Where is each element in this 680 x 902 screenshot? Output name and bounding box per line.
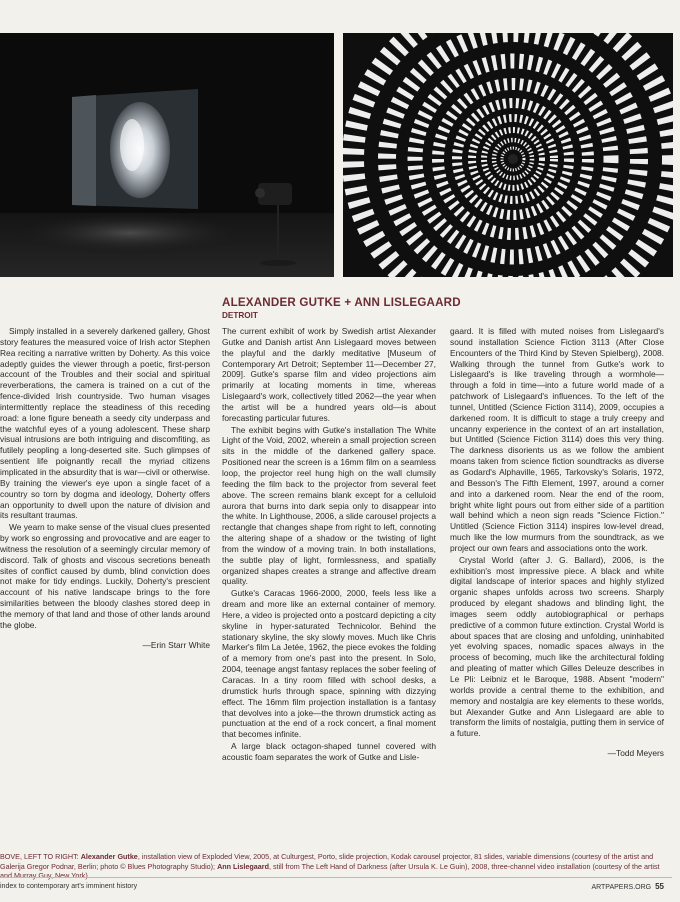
article-column-2	[222, 326, 436, 763]
paragraph: We yearn to make sense of the visual clues presented by work so engrossing and provocative and are eager to witness the resolution of a seemingly circular memory of discord. Talk of ghosts and viscous secretions beneath sites of conflict caused by dumb, blind conviction does not make for tidy endings. Luckily, Doherty's prescient account of his native landscape brings to the fore similarities between the bloody clashes stored deep in the memory of that land and those of other lands around the globe.	[0, 522, 210, 630]
paragraph: Simply installed in a severely darkened gallery, Ghost story features the measured voice of Irish actor Stephen Rea reciting a narrative written by Doherty. As this voice adeptly guides the viewer through a poetic, first-person account of the Troubles and their social and spiritual reverberations, the camera is trained on a cut of the fence-divided Irish countryside. Two human visages intermittently replace the steadiness of this receding road: a lone figure beneath a seedy city underpass and the watchful eyes of a young adolescent. These sharp visual intrusions are both intriguing and discomfiting, as futilely peopling a long-deserted site. Such glimpses of sentient life poignantly recall the myriad citizens implicated in the absurdity that is war—civil or otherwise. By training the viewer's eye upon a single facet of a country so torn by dogma and ideology, Doherty offers an opportunity to dwell upon the nature of division and its resultant traumas.	[0, 326, 210, 521]
author-signature: —Todd Meyers	[607, 748, 664, 759]
installation-photo-left-image	[0, 33, 334, 277]
caption-text-2: , still from The Left Hand of Darkness (after Ursula K. Le Guin), 2008, three-channel video installation (courtesy of the artist and Murray Guy, New York)	[0, 861, 660, 881]
paragraph: The exhibit begins with Gutke's installation The White Light of the Void, 2002, wherein a small projection screen sits in the middle of the darkened gallery space. Positioned near the screen is a 16mm film on a seamless loop, the projector reel hung high on the wall clumsily feeding the film back to the projector from several feet above. The screen remains blank except for a celluloid aurora that burns into dark sepia only to disappear into the white. In Lighthouse, 2006, a slide carousel projects a rectangle that changes shape from right to left, connoting the altering shape of a shadow or the twisting of light from the window of a moving train. In both installations, the subtle play of light, formlessness, and spatially organized shapes creates a strange and affective dream quality.	[222, 424, 436, 587]
footer-divider	[0, 877, 672, 878]
caption-artist-2: Ann Lislegaard	[217, 861, 269, 871]
footer-site: ARTPAPERS.ORG	[591, 884, 652, 891]
paragraph: The current exhibit of work by Swedish artist Alexander Gutke and Danish artist Ann Lislegaard moves between the playful and the darkly meditative [Museum of Contemporary Art Detroit; September 11—December 27, 2009]. Gutke's sparse film and video projections aim primarily at locating moments in time, whereas Lislegaard's work, collectively titled 2062—the year when the artist will be a hundred years old—is about forecasting particular futures.	[222, 326, 436, 423]
page-number: 55	[655, 882, 664, 891]
article-column-3	[450, 326, 664, 759]
installation-photo-left	[0, 33, 334, 277]
review-city: DETROIT	[222, 311, 258, 320]
footer-tagline: index to contemporary art's imminent history	[0, 883, 138, 890]
video-still-photo-right	[343, 33, 673, 277]
review-header	[222, 296, 662, 321]
spiral-tunnel-image	[343, 33, 673, 277]
caption-artist-1: Alexander Gutke	[80, 852, 138, 861]
caption-text-1: , installation view of Exploded View, 2005, at Culturgest, Porto, slide projection, Kodak carousel projector, 81 slides, variable dimensions (courtesy of the artist and Galerija Gregor Podnar, Berlin; photo © Blues Photography Studio);	[0, 852, 654, 871]
caption-lead: BOVE, LEFT TO RIGHT:	[0, 852, 81, 861]
footer-page-info	[591, 882, 664, 891]
paragraph: A large black octagon-shaped tunnel covered with acoustic foam separates the work of Gutke and Lisle-	[222, 741, 436, 762]
paragraph: Gutke's Caracas 1966-2000, 2000, feels less like a dream and more like an external container of memory. Here, a video is projected onto a postcard depicting a city skyline in hyper-saturated Technicolor. Behind the stationary skyline, the sky slowly moves. Much like Chris Marker's film La Jetée, 1962, the piece evokes the folding of a memory from one's past into the present. In Solo, 2004, teenage angst fantasy replaces the sober feeling of Caracas. In a tiny room filled with school desks, a drumstick hurls through space, spinning with dizzying effect. The 16mm film projection installation is a fantasy that devolves into a joke—the thrown drumstick acting as punctuation at the end of a rock concert, a final moment that becomes infinite.	[222, 588, 436, 740]
paragraph: gaard. It is filled with muted noises from Lislegaard's sound installation Science Fiction 3113 (After Close Encounters of the Third Kind by Steven Spielberg), 2008. Walking through the tunnel from Gutke's work to Lislegaard's is like traveling through a wormhole—through a fold in time—into a future world made of a patchwork of Lislegaard's influences. To the left of the tunnel, Untitled (Science Fiction 3114), 2009, occupies a darkened room. It is difficult to stage a truly creepy and uncanny experience in the context of an art installation, but Untitled (Science Fiction 3114) does this very thing. The darkness disorients us as we follow the ambient moans taken from science fiction soundtracks as diverse as Godard's Alphaville, 1965, Tarkovsky's Solaris, 1972, and Besson's The Fifth Element, 1997, around a corner and into a darkened room. Near the end of the room, bright white light pours out from either side of a partition wall behind which a neon sign reads "Science Fiction." Untitled (Science Fiction 3114) inspires low-level dread, much like the low murmurs from the soundtrack, as we project our own fears and associations onto the work.	[450, 326, 664, 553]
paragraph: Crystal World (after J. G. Ballard), 2006, is the exhibition's most impressive piece. A black and white digital landscape of interior spaces and highly stylized organic shapes unfolds across two screens. Sharply produced by elegant shadows and blinding light, the images seem oddly autobiographical or perhaps predictive of a common future extinction. Crystal World is about spaces that are closing and unfolding, uninhabited yet evolving spaces, nomadic spaces always in the process of becoming, much like the architectural folding and pleating of matter which Gilles Deleuze describes in Le Pli: Leibniz et le Baroque, 1988. Absent "modern" worlds provide a central theme to the exhibition, and memory and nostalgia are key elements to these worlds, but Alexander Gutke and Ann Lislegaard are able to transform the limits of nostalgia, putting them in service of a future.	[450, 554, 664, 739]
article-column-1	[0, 326, 210, 650]
review-title: ALEXANDER GUTKE + ANN LISLEGAARD	[222, 296, 461, 309]
author-signature: —Erin Starr White	[142, 639, 210, 650]
